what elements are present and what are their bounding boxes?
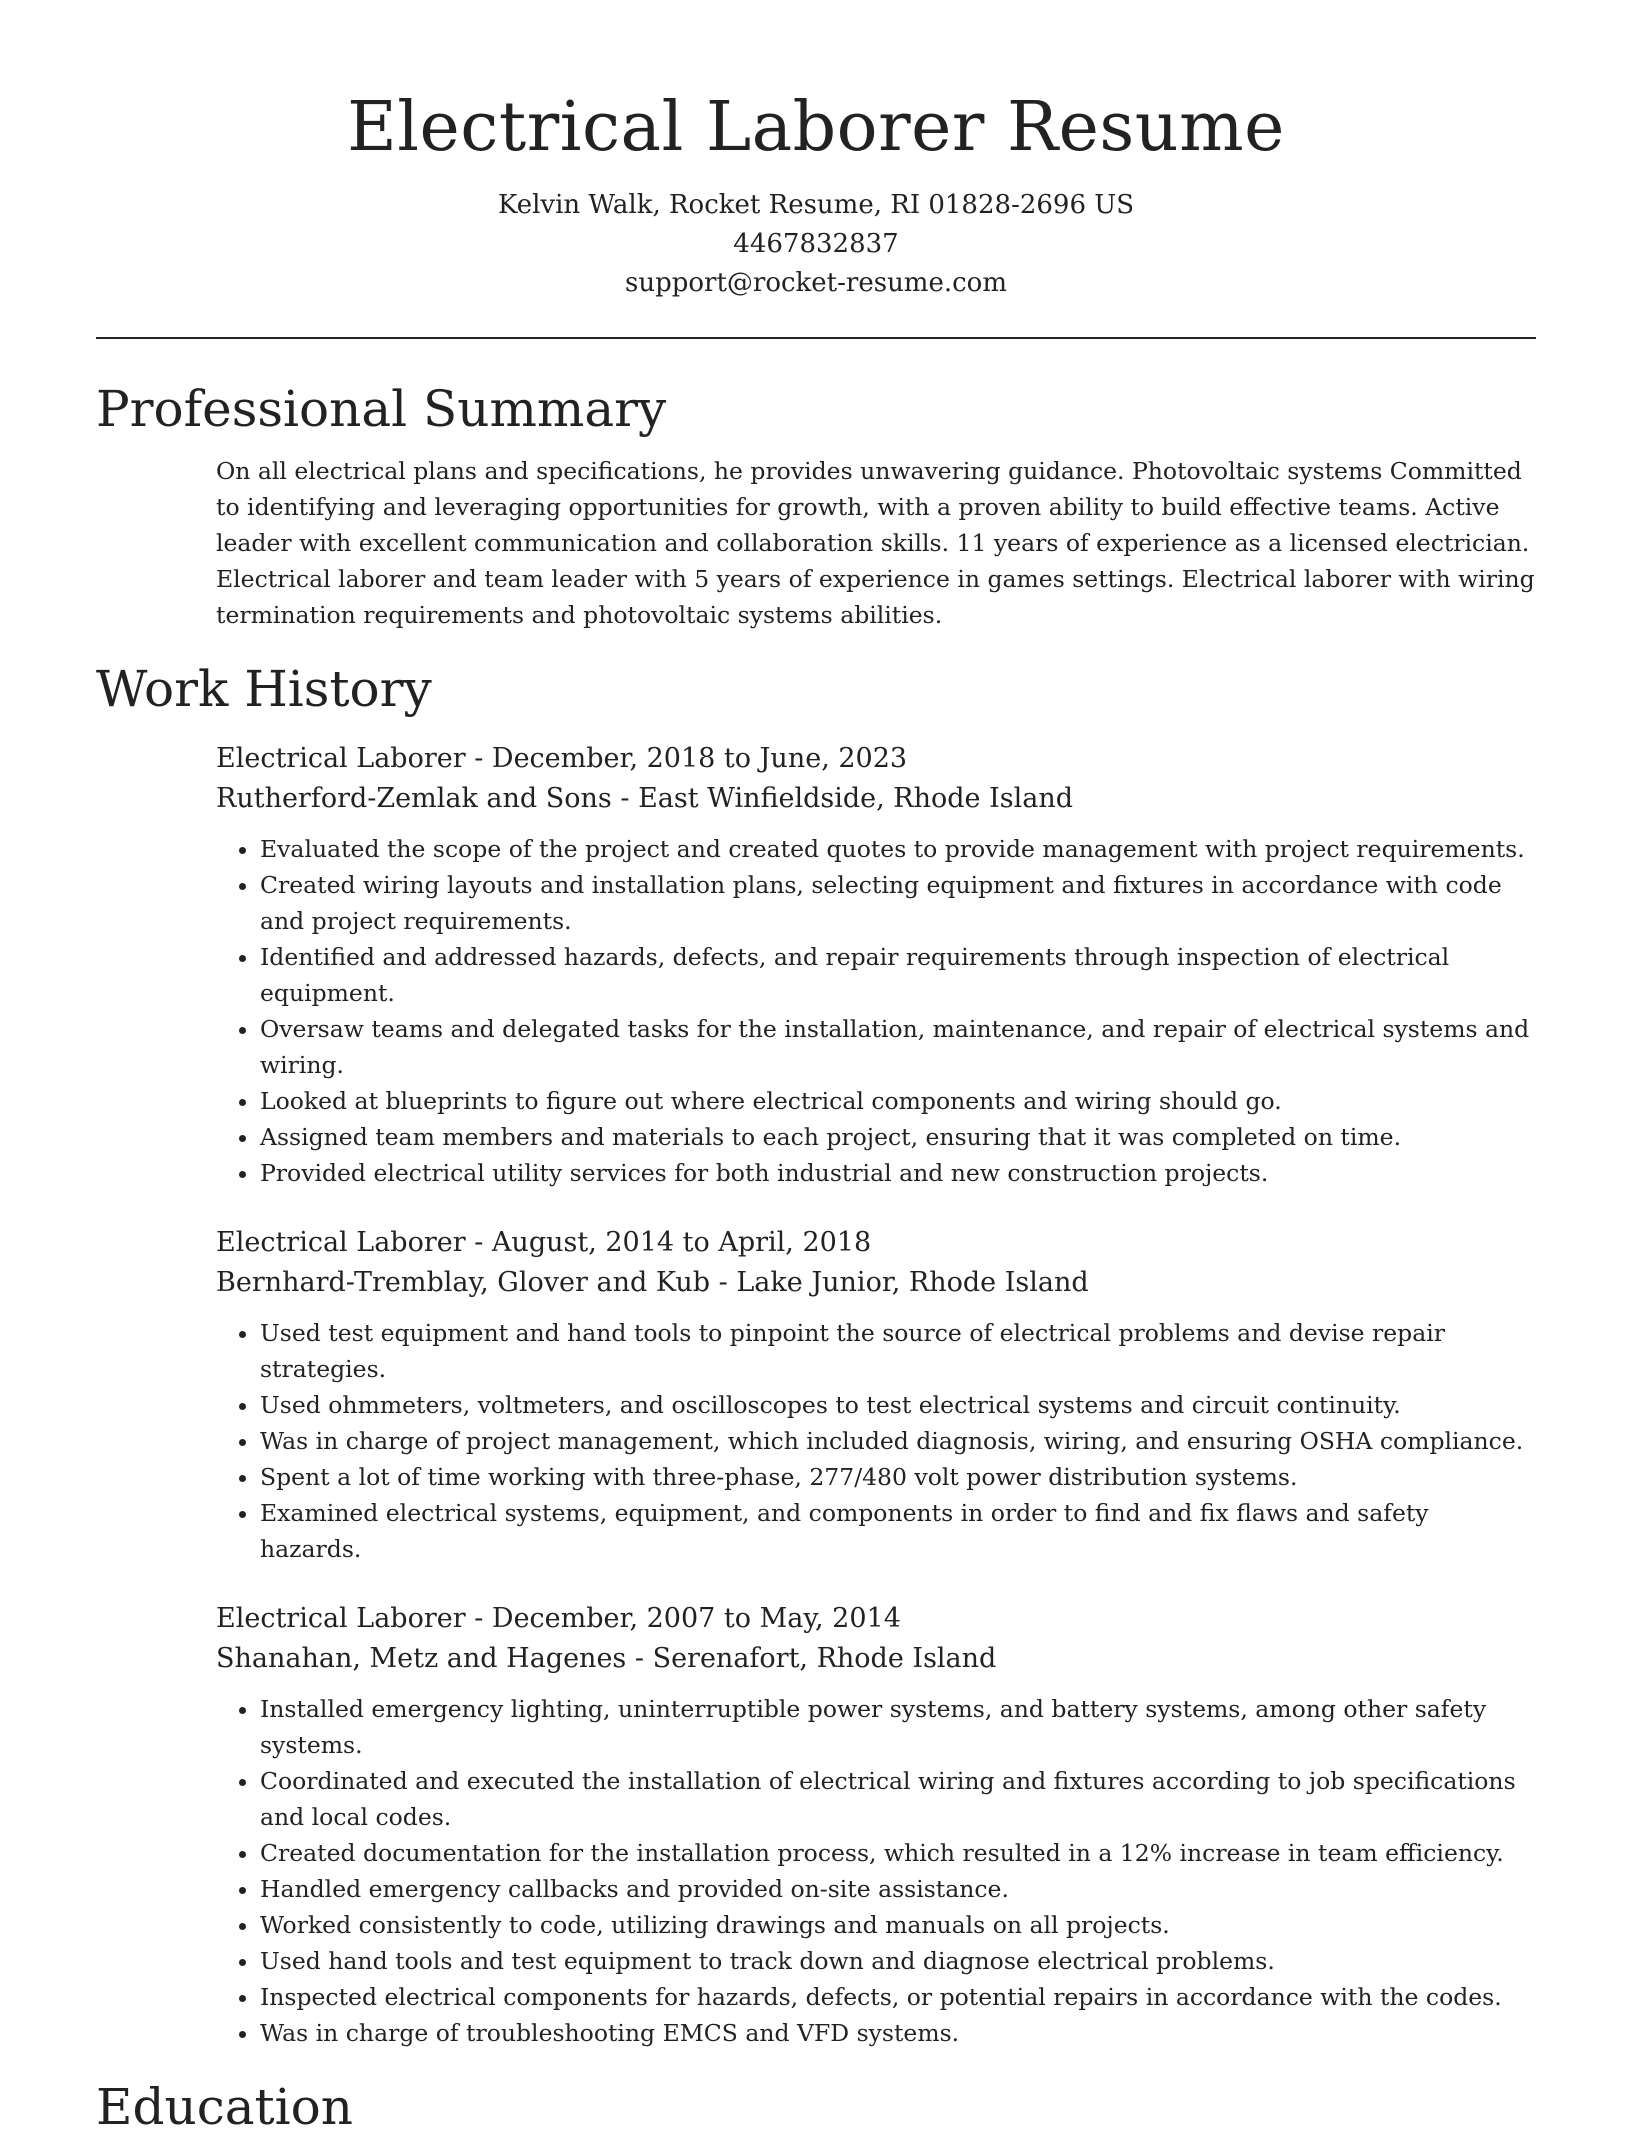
contact-block — [96, 186, 1536, 303]
resume-title: Electrical Laborer Resume — [347, 88, 1285, 167]
work-history-heading: Work History — [96, 660, 432, 718]
list-item: • Used ohmmeters, voltmeters, and oscilloscopes to test electrical systems and circuit continuity. — [260, 1387, 1536, 1423]
list-item: • Identified and addressed hazards, defects, and repair requirements through inspection of electrical equipment. — [260, 939, 1536, 1011]
list-item: • Spent a lot of time working with three-phase, 277/480 volt power distribution systems. — [260, 1459, 1536, 1495]
job-title-line — [216, 739, 1536, 779]
list-item: • Worked consistently to code, utilizing drawings and manuals on all projects. — [260, 1907, 1536, 1943]
list-item: • Examined electrical systems, equipment, and components in order to find and fix flaws and safety hazards. — [260, 1495, 1536, 1567]
job-entry-2 — [216, 1223, 1536, 1567]
contact-phone: 4467832837 — [733, 229, 899, 259]
summary-text: On all electrical plans and specifications, he provides unwavering guidance. Photovoltaic systems Committed to identifying and leveraging opportunities for growth, with a proven ability to build effective teams. Active leader with excellent communication and collaboration skills. 11 years of experience as a licensed electrician. Electrical laborer and team leader with 5 years of experience in games settings. Electrical laborer with wiring termination requirements and photovoltaic systems abilities. — [216, 457, 1535, 629]
education-heading: Education — [96, 2078, 353, 2136]
job-company: Rutherford-Zemlak and Sons — [216, 783, 612, 814]
list-item: • Installed emergency lighting, uninterruptible power systems, and battery systems, among other safety systems. — [260, 1691, 1536, 1763]
job-title: Electrical Laborer — [216, 743, 466, 774]
contact-address: Kelvin Walk, Rocket Resume, RI 01828-2696 US — [497, 190, 1135, 220]
list-item: • Assigned team members and materials to each project, ensuring that it was completed on time. — [260, 1119, 1536, 1155]
job-company: Bernhard-Tremblay, Glover and Kub — [216, 1267, 711, 1298]
list-item: • Coordinated and executed the installation of electrical wiring and fixtures according to job specifications and local codes. — [260, 1763, 1536, 1835]
list-item: • Handled emergency callbacks and provided on-site assistance. — [260, 1871, 1536, 1907]
job-title-line — [216, 1223, 1536, 1263]
contact-email: support@rocket-resume.com — [624, 268, 1007, 298]
job-entry-1 — [216, 739, 1536, 1191]
job-bullets — [216, 1315, 1536, 1567]
summary-heading: Professional Summary — [96, 380, 667, 438]
list-item: • Looked at blueprints to figure out where electrical components and wiring should go. — [260, 1083, 1536, 1119]
list-item: • Provided electrical utility services for both industrial and new construction projects. — [260, 1155, 1536, 1191]
job-location: - Lake Junior, Rhode Island — [710, 1267, 1089, 1298]
list-item: • Used test equipment and hand tools to pinpoint the source of electrical problems and devise repair strategies. — [260, 1315, 1536, 1387]
job-company-line — [216, 779, 1536, 819]
job-company-line — [216, 1639, 1536, 1679]
job-dates: - December, 2007 to May, 2014 — [465, 1603, 901, 1634]
job-bullets — [216, 1691, 1536, 2051]
header-divider — [96, 337, 1536, 339]
list-item: • Used hand tools and test equipment to track down and diagnose electrical problems. — [260, 1943, 1536, 1979]
resume-page — [96, 0, 1536, 2139]
job-bullets — [216, 831, 1536, 1191]
list-item: • Oversaw teams and delegated tasks for the installation, maintenance, and repair of electrical systems and wiring. — [260, 1011, 1536, 1083]
list-item: • Was in charge of troubleshooting EMCS and VFD systems. — [260, 2015, 1536, 2051]
job-company-line — [216, 1263, 1536, 1303]
job-title: Electrical Laborer — [216, 1603, 466, 1634]
job-location: - East Winfieldside, Rhode Island — [611, 783, 1074, 814]
job-company: Shanahan, Metz and Hagenes — [216, 1643, 627, 1674]
list-item: • Inspected electrical components for hazards, defects, or potential repairs in accordance with the codes. — [260, 1979, 1536, 2015]
job-entry-3 — [216, 1599, 1536, 2051]
list-item: • Was in charge of project management, which included diagnosis, wiring, and ensuring OSHA compliance. — [260, 1423, 1536, 1459]
job-location: - Serenafort, Rhode Island — [626, 1643, 997, 1674]
job-dates: - December, 2018 to June, 2023 — [465, 743, 908, 774]
list-item: • Evaluated the scope of the project and created quotes to provide management with project requirements. — [260, 831, 1536, 867]
job-dates: - August, 2014 to April, 2018 — [465, 1227, 872, 1258]
list-item: • Created documentation for the installation process, which resulted in a 12% increase in team efficiency. — [260, 1835, 1536, 1871]
list-item: • Created wiring layouts and installation plans, selecting equipment and fixtures in accordance with code and project requirements. — [260, 867, 1536, 939]
job-title-line — [216, 1599, 1536, 1639]
job-title: Electrical Laborer — [216, 1227, 466, 1258]
